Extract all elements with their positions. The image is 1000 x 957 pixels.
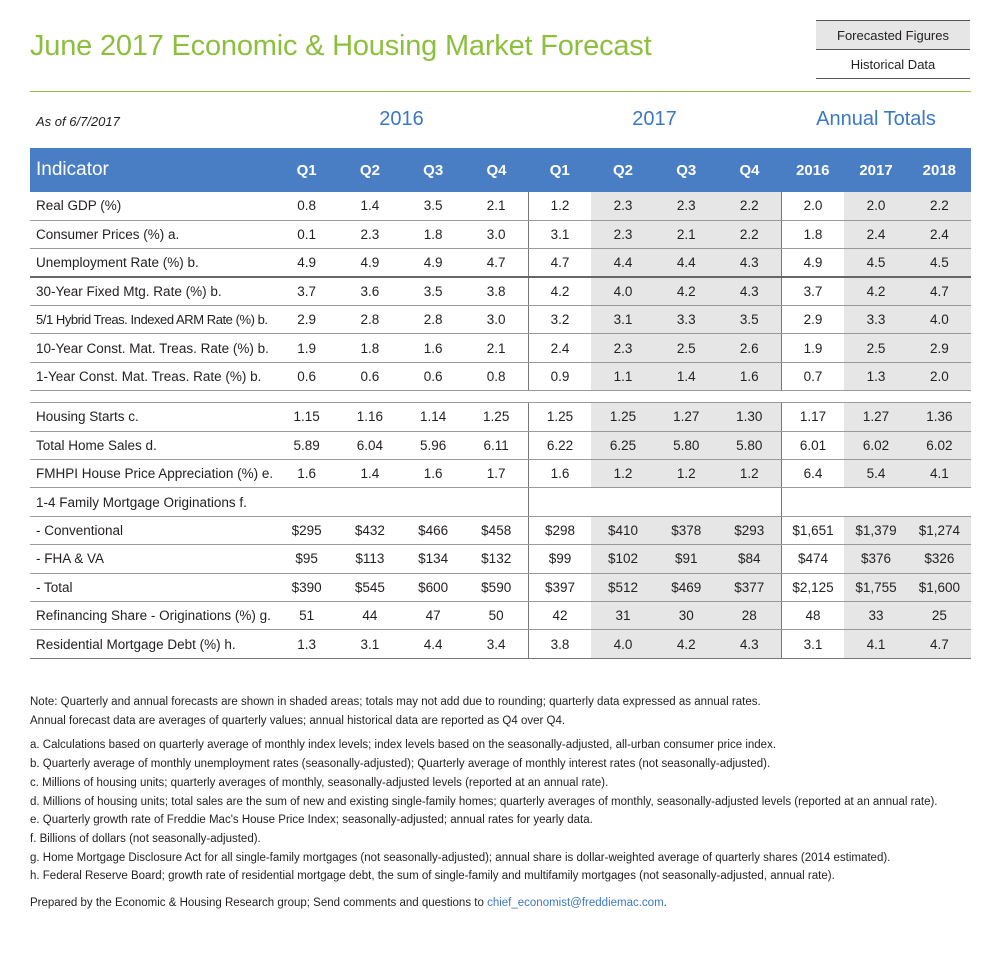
value-cell: 28 xyxy=(718,601,781,629)
value-cell: 1.2 xyxy=(591,460,654,488)
value-cell: 2.8 xyxy=(338,306,401,334)
value-cell: 3.5 xyxy=(402,277,465,305)
value-cell: 3.5 xyxy=(402,192,465,220)
table-row xyxy=(30,488,971,516)
value-cell: $298 xyxy=(528,516,591,544)
value-cell: 1.4 xyxy=(338,192,401,220)
value-cell: 1.2 xyxy=(718,460,781,488)
table-row xyxy=(30,249,971,277)
value-cell: 0.8 xyxy=(465,362,528,390)
footnote-h: h. Federal Reserve Board; growth rate of residential mortgage debt, the sum of single-family and multifamily mortgages (not seasonally-adjusted, annual rate). xyxy=(30,870,835,883)
value-cell: 0.7 xyxy=(781,362,844,390)
prepared-by-line xyxy=(30,894,980,913)
table-row xyxy=(30,334,971,362)
value-cell: 3.1 xyxy=(338,630,401,658)
value-cell: 1.1 xyxy=(591,362,654,390)
value-cell: 0.8 xyxy=(275,192,338,220)
value-cell: 3.3 xyxy=(844,306,907,334)
as-of-date: As of 6/7/2017 xyxy=(36,114,120,129)
column-header: Q2 xyxy=(591,148,654,192)
value-cell: 4.2 xyxy=(655,630,718,658)
value-cell: 2.9 xyxy=(781,306,844,334)
value-cell: 3.1 xyxy=(591,306,654,334)
value-cell xyxy=(844,488,907,516)
note-line: Note: Quarterly and annual forecasts are shown in shaded areas; totals may not add due to rounding; quarterly data expressed as annual rates. xyxy=(30,696,761,708)
value-cell: $91 xyxy=(655,545,718,573)
value-cell: $2,125 xyxy=(781,573,844,601)
value-cell: 1.9 xyxy=(275,334,338,362)
value-cell: $295 xyxy=(275,516,338,544)
value-cell: $590 xyxy=(465,573,528,601)
value-cell: 1.30 xyxy=(718,403,781,431)
value-cell: 33 xyxy=(844,601,907,629)
footnote-g: g. Home Mortgage Disclosure Act for all single-family mortgages (not seasonally-adjusted); annual share is dollar-weighted average of quarterly shares (2014 estimated). xyxy=(30,851,891,864)
value-cell: $390 xyxy=(275,573,338,601)
footnote-f: f. Billions of dollars (not seasonally-adjusted). xyxy=(30,832,261,845)
value-cell: $113 xyxy=(338,545,401,573)
value-cell: $1,755 xyxy=(844,573,907,601)
value-cell: 4.2 xyxy=(528,277,591,305)
value-cell: $466 xyxy=(402,516,465,544)
value-cell: 1.6 xyxy=(528,460,591,488)
value-cell: 3.1 xyxy=(781,630,844,658)
value-cell: 4.0 xyxy=(591,277,654,305)
table-row xyxy=(30,431,971,459)
footnote-a: a. Calculations based on quarterly average of monthly index levels; index levels based on the seasonally-adjusted, all-urban consumer price index. xyxy=(30,739,777,752)
value-cell: 4.7 xyxy=(528,249,591,277)
value-cell: 2.1 xyxy=(465,192,528,220)
spacer-cell xyxy=(528,391,591,403)
table-row xyxy=(30,306,971,334)
forecast-table xyxy=(30,148,971,659)
value-cell: 4.7 xyxy=(465,249,528,277)
value-cell: 2.3 xyxy=(338,220,401,248)
value-cell: $84 xyxy=(718,545,781,573)
value-cell: $376 xyxy=(844,545,907,573)
value-cell: 2.5 xyxy=(844,334,907,362)
value-cell: 3.6 xyxy=(338,277,401,305)
value-cell: 2.9 xyxy=(275,306,338,334)
value-cell: 2.4 xyxy=(908,220,971,248)
value-cell: 2.2 xyxy=(908,192,971,220)
legend xyxy=(816,20,970,79)
value-cell: 6.04 xyxy=(338,431,401,459)
spacer-cell xyxy=(908,391,971,403)
table-row xyxy=(30,362,971,390)
value-cell: $512 xyxy=(591,573,654,601)
column-header: Q1 xyxy=(528,148,591,192)
indicator-label: 5/1 Hybrid Treas. Indexed ARM Rate (%) b. xyxy=(30,306,275,334)
spacer-cell xyxy=(655,391,718,403)
spacer-cell xyxy=(465,391,528,403)
indicator-label: 30-Year Fixed Mtg. Rate (%) b. xyxy=(30,277,275,305)
column-header: Q4 xyxy=(465,148,528,192)
period: . xyxy=(663,897,667,910)
value-cell: 3.8 xyxy=(528,630,591,658)
value-cell: 3.4 xyxy=(465,630,528,658)
value-cell: 4.2 xyxy=(655,277,718,305)
page-title: June 2017 Economic & Housing Market Forecast xyxy=(30,30,652,62)
value-cell: 4.9 xyxy=(338,249,401,277)
value-cell: $95 xyxy=(275,545,338,573)
spacer-cell xyxy=(275,391,338,403)
value-cell: 4.1 xyxy=(844,630,907,658)
table-row xyxy=(30,545,971,573)
value-cell: 44 xyxy=(338,601,401,629)
table-row xyxy=(30,460,971,488)
column-header: 2017 xyxy=(844,148,907,192)
value-cell: 4.0 xyxy=(908,306,971,334)
value-cell: 1.36 xyxy=(908,403,971,431)
value-cell: 1.9 xyxy=(781,334,844,362)
spacer-cell xyxy=(30,391,275,403)
section-spacer xyxy=(30,391,971,403)
value-cell: 0.6 xyxy=(402,362,465,390)
value-cell: 4.0 xyxy=(591,630,654,658)
indicator-label: Total Home Sales d. xyxy=(30,431,275,459)
indicator-label: FMHPI House Price Appreciation (%) e. xyxy=(30,460,275,488)
value-cell: 1.15 xyxy=(275,403,338,431)
value-cell: 3.3 xyxy=(655,306,718,334)
indicator-label: Housing Starts c. xyxy=(30,403,275,431)
value-cell: 4.7 xyxy=(908,277,971,305)
column-header: Indicator xyxy=(30,148,275,192)
spacer-cell xyxy=(844,391,907,403)
value-cell: 2.3 xyxy=(591,334,654,362)
value-cell: 3.1 xyxy=(528,220,591,248)
value-cell: 3.8 xyxy=(465,277,528,305)
value-cell: 4.2 xyxy=(844,277,907,305)
value-cell: 4.4 xyxy=(655,249,718,277)
value-cell: 4.3 xyxy=(718,630,781,658)
value-cell: 3.2 xyxy=(528,306,591,334)
indicator-label: Unemployment Rate (%) b. xyxy=(30,249,275,277)
value-cell: 4.9 xyxy=(275,249,338,277)
value-cell: 4.5 xyxy=(844,249,907,277)
spacer-cell xyxy=(781,391,844,403)
column-header: Q1 xyxy=(275,148,338,192)
indicator-label: Refinancing Share - Originations (%) g. xyxy=(30,601,275,629)
value-cell: 4.9 xyxy=(402,249,465,277)
value-cell: 4.7 xyxy=(908,630,971,658)
value-cell: 3.0 xyxy=(465,220,528,248)
value-cell: 31 xyxy=(591,601,654,629)
indicator-label: 10-Year Const. Mat. Treas. Rate (%) b. xyxy=(30,334,275,362)
value-cell: 42 xyxy=(528,601,591,629)
value-cell: $293 xyxy=(718,516,781,544)
value-cell: 6.11 xyxy=(465,431,528,459)
value-cell: $99 xyxy=(528,545,591,573)
value-cell: 4.4 xyxy=(591,249,654,277)
spacer-cell xyxy=(718,391,781,403)
value-cell: $1,379 xyxy=(844,516,907,544)
indicator-label: - FHA & VA xyxy=(30,545,275,573)
column-header: 2016 xyxy=(781,148,844,192)
value-cell: 4.4 xyxy=(402,630,465,658)
table-row xyxy=(30,403,971,431)
value-cell xyxy=(908,488,971,516)
value-cell: $458 xyxy=(465,516,528,544)
value-cell: $326 xyxy=(908,545,971,573)
value-cell: 1.3 xyxy=(275,630,338,658)
value-cell: 1.3 xyxy=(844,362,907,390)
value-cell: 3.0 xyxy=(465,306,528,334)
footnote-c: c. Millions of housing units; quarterly averages of monthly, seasonally-adjusted levels (reported at an annual rate). xyxy=(30,776,609,789)
value-cell: 1.8 xyxy=(781,220,844,248)
value-cell: 1.8 xyxy=(402,220,465,248)
legend-forecasted-figures: Forecasted Figures xyxy=(816,20,970,50)
indicator-label: Consumer Prices (%) a. xyxy=(30,220,275,248)
value-cell: 25 xyxy=(908,601,971,629)
value-cell: 5.80 xyxy=(718,431,781,459)
value-cell: 1.27 xyxy=(655,403,718,431)
value-cell: 2.1 xyxy=(465,334,528,362)
value-cell xyxy=(718,488,781,516)
value-cell: 1.27 xyxy=(844,403,907,431)
value-cell: $474 xyxy=(781,545,844,573)
note-line: Annual forecast data are averages of quarterly values; annual historical data are reported as Q4 over Q4. xyxy=(30,714,566,727)
value-cell: 2.3 xyxy=(655,192,718,220)
value-cell: 6.01 xyxy=(781,431,844,459)
column-header: Q3 xyxy=(402,148,465,192)
value-cell: $134 xyxy=(402,545,465,573)
value-cell: 5.89 xyxy=(275,431,338,459)
value-cell: 3.7 xyxy=(781,277,844,305)
value-cell: 6.02 xyxy=(908,431,971,459)
value-cell: 2.0 xyxy=(844,192,907,220)
value-cell: 0.1 xyxy=(275,220,338,248)
value-cell: 5.4 xyxy=(844,460,907,488)
table-row xyxy=(30,192,971,220)
indicator-label: - Total xyxy=(30,573,275,601)
value-cell: $102 xyxy=(591,545,654,573)
title-divider xyxy=(30,91,971,92)
column-header: Q4 xyxy=(718,148,781,192)
value-cell: 1.6 xyxy=(402,460,465,488)
value-cell: 2.6 xyxy=(718,334,781,362)
value-cell xyxy=(402,488,465,516)
value-cell: 1.6 xyxy=(718,362,781,390)
value-cell xyxy=(781,488,844,516)
value-cell xyxy=(528,488,591,516)
footnote-b: b. Quarterly average of monthly unemployment rates (seasonally-adjusted); Quarterly average of monthly interest rates (not seasonally-adjusted). xyxy=(30,758,771,771)
value-cell: 2.1 xyxy=(655,220,718,248)
value-cell: 1.6 xyxy=(275,460,338,488)
table-header-row xyxy=(30,148,971,192)
indicator-label: 1-Year Const. Mat. Treas. Rate (%) b. xyxy=(30,362,275,390)
value-cell: 0.6 xyxy=(338,362,401,390)
prepared-by-text: Prepared by the Economic & Housing Research group; Send comments and questions to xyxy=(30,897,488,910)
value-cell: 2.9 xyxy=(908,334,971,362)
contact-email-link[interactable]: chief_economist@freddiemac.com xyxy=(487,897,664,910)
value-cell: 50 xyxy=(465,601,528,629)
indicator-label: Real GDP (%) xyxy=(30,192,275,220)
value-cell: 2.2 xyxy=(718,220,781,248)
value-cell: 2.0 xyxy=(781,192,844,220)
table-row xyxy=(30,601,971,629)
value-cell: $378 xyxy=(655,516,718,544)
indicator-label: Residential Mortgage Debt (%) h. xyxy=(30,630,275,658)
table-row xyxy=(30,630,971,658)
value-cell: 3.5 xyxy=(718,306,781,334)
value-cell: 6.02 xyxy=(844,431,907,459)
table-row xyxy=(30,516,971,544)
value-cell: $1,651 xyxy=(781,516,844,544)
value-cell: 2.3 xyxy=(591,220,654,248)
value-cell: 1.6 xyxy=(402,334,465,362)
value-cell: 1.17 xyxy=(781,403,844,431)
value-cell: 48 xyxy=(781,601,844,629)
notes-section xyxy=(30,693,980,913)
value-cell: 1.14 xyxy=(402,403,465,431)
value-cell: $1,600 xyxy=(908,573,971,601)
value-cell: 5.80 xyxy=(655,431,718,459)
value-cell: 1.4 xyxy=(338,460,401,488)
table-row xyxy=(30,277,971,305)
value-cell xyxy=(275,488,338,516)
value-cell: 2.5 xyxy=(655,334,718,362)
value-cell: 2.8 xyxy=(402,306,465,334)
table-row xyxy=(30,220,971,248)
value-cell xyxy=(465,488,528,516)
value-cell: $432 xyxy=(338,516,401,544)
value-cell: 1.8 xyxy=(338,334,401,362)
year-heading-2017: 2017 xyxy=(632,108,677,130)
year-heading-2016: 2016 xyxy=(379,108,424,130)
spacer-cell xyxy=(402,391,465,403)
value-cell: $397 xyxy=(528,573,591,601)
value-cell: 1.25 xyxy=(528,403,591,431)
value-cell: 47 xyxy=(402,601,465,629)
value-cell: 0.9 xyxy=(528,362,591,390)
value-cell: 4.3 xyxy=(718,277,781,305)
footnote-d: d. Millions of housing units; total sales are the sum of new and existing single-family homes; quarterly averages of monthly, seasonally-adjusted levels (reported at an annual rate). xyxy=(30,795,938,808)
value-cell xyxy=(655,488,718,516)
indicator-label: 1-4 Family Mortgage Originations f. xyxy=(30,488,275,516)
column-header: Q3 xyxy=(655,148,718,192)
value-cell: 6.22 xyxy=(528,431,591,459)
value-cell: 30 xyxy=(655,601,718,629)
table-row xyxy=(30,573,971,601)
value-cell: 4.9 xyxy=(781,249,844,277)
value-cell: $377 xyxy=(718,573,781,601)
value-cell: 1.4 xyxy=(655,362,718,390)
value-cell: 3.7 xyxy=(275,277,338,305)
column-header: 2018 xyxy=(908,148,971,192)
value-cell: $600 xyxy=(402,573,465,601)
indicator-label: - Conventional xyxy=(30,516,275,544)
value-cell: 2.3 xyxy=(591,192,654,220)
value-cell: 1.25 xyxy=(591,403,654,431)
value-cell: 4.1 xyxy=(908,460,971,488)
value-cell: $410 xyxy=(591,516,654,544)
value-cell xyxy=(338,488,401,516)
legend-historical-data: Historical Data xyxy=(816,50,970,79)
value-cell xyxy=(591,488,654,516)
spacer-cell xyxy=(591,391,654,403)
value-cell: 1.25 xyxy=(465,403,528,431)
value-cell: 6.4 xyxy=(781,460,844,488)
value-cell: 0.6 xyxy=(275,362,338,390)
value-cell: 1.2 xyxy=(655,460,718,488)
value-cell: $1,274 xyxy=(908,516,971,544)
value-cell: 2.2 xyxy=(718,192,781,220)
value-cell: 6.25 xyxy=(591,431,654,459)
value-cell: 2.4 xyxy=(528,334,591,362)
value-cell: $469 xyxy=(655,573,718,601)
spacer-cell xyxy=(338,391,401,403)
footnote-e: e. Quarterly growth rate of Freddie Mac's House Price Index; seasonally-adjusted; annual rates for yearly data. xyxy=(30,814,593,827)
value-cell: 2.4 xyxy=(844,220,907,248)
value-cell: $132 xyxy=(465,545,528,573)
value-cell: 4.5 xyxy=(908,249,971,277)
annual-totals-heading: Annual Totals xyxy=(816,108,936,130)
value-cell: $545 xyxy=(338,573,401,601)
value-cell: 1.16 xyxy=(338,403,401,431)
value-cell: 2.0 xyxy=(908,362,971,390)
footnotes xyxy=(30,736,980,886)
value-cell: 5.96 xyxy=(402,431,465,459)
value-cell: 1.2 xyxy=(528,192,591,220)
value-cell: 4.3 xyxy=(718,249,781,277)
value-cell: 1.7 xyxy=(465,460,528,488)
column-header: Q2 xyxy=(338,148,401,192)
value-cell: 51 xyxy=(275,601,338,629)
